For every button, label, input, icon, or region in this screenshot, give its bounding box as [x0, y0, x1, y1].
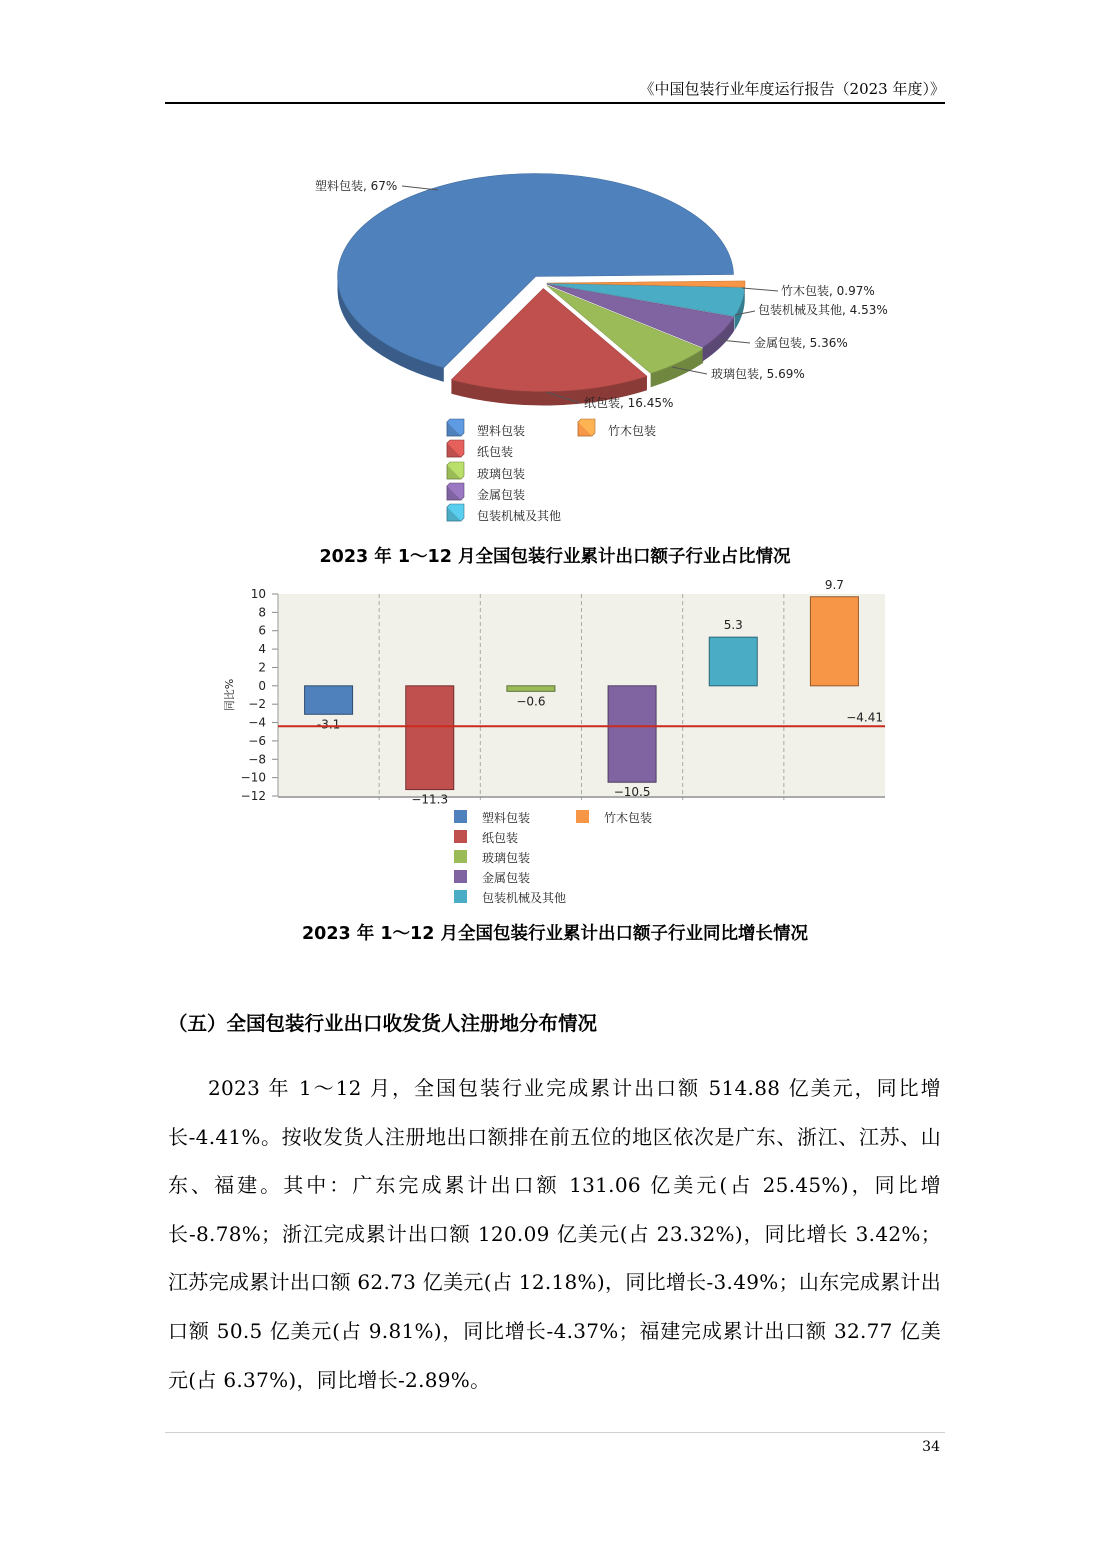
pie-legend-item	[447, 419, 525, 438]
bar-legend-item	[454, 870, 530, 885]
bar-legend-label: 竹木包装	[604, 811, 653, 825]
bar-3	[608, 686, 656, 782]
pie-data-label: 纸包装, 16.45%	[584, 396, 674, 410]
body-paragraph: 2023 年 1～12 月，全国包装行业完成累计出口额 514.88 亿美元，同比增长-4.41%。按收发货人注册地出口额排在前五位的地区依次是广东、浙江、江苏、山东、福建。其中：广东完成累计出口额 131.06 亿美元(占 25.45%)，同比增长-8.78%；浙江完成累计出口额 120.09 亿美元(占 23.32%)，同比增长 3.42%；江苏完成累计出口额 62.73 亿美元(占 12.18%)，同比增长-3.49%；山东完成累计出口额 50.5 亿美元(占 9.81%)，同比增长-4.37%；福建完成累计出口额 32.77 亿美元(占 6.37%)，同比增长-2.89%。	[168, 1076, 941, 1392]
pie-legend-label: 竹木包装	[608, 424, 657, 438]
bar-legend-item	[454, 830, 518, 845]
pie-legend-label: 塑料包装	[477, 424, 526, 438]
pie-data-label: 包装机械及其他, 4.53%	[758, 303, 888, 317]
pie-legend-item	[447, 462, 525, 481]
y-tick-label: −6	[248, 733, 266, 748]
section-heading: （五）全国包装行业出口收发货人注册地分布情况	[168, 1012, 598, 1035]
running-header-title: 《中国包装行业年度运行报告（2023 年度）》	[639, 80, 945, 98]
bar-legend-item	[454, 850, 530, 865]
bar-legend-label: 金属包装	[482, 871, 531, 885]
bar-chart-caption: 2023 年 1～12 月全国包装行业累计出口额子行业同比增长情况	[301, 924, 808, 944]
y-tick-label: 4	[258, 642, 266, 657]
y-tick-label: −12	[240, 789, 266, 803]
bar-value-label: −11.3	[411, 792, 449, 807]
bar-value-label: 5.3	[723, 618, 743, 633]
bar-legend-item	[454, 810, 530, 825]
pie-leader-line	[742, 288, 778, 291]
y-tick-label: 10	[250, 587, 266, 601]
page-number: 34	[922, 1439, 940, 1455]
y-tick-label: −8	[248, 752, 266, 767]
bar-legend-label: 塑料包装	[482, 811, 531, 825]
bar-5	[810, 597, 858, 686]
pie-data-label: 玻璃包装, 5.69%	[711, 367, 805, 381]
bar-4	[709, 637, 757, 686]
y-tick-label: −2	[248, 697, 266, 712]
y-tick-label: −10	[240, 770, 266, 785]
y-axis-label: 同比%	[223, 678, 236, 712]
y-tick-label: 2	[258, 660, 266, 675]
y-tick-label: 0	[258, 678, 266, 693]
bar-legend-label: 纸包装	[482, 831, 519, 845]
pie-legend-item	[447, 504, 561, 523]
pie-data-label: 竹木包装, 0.97%	[781, 284, 875, 298]
bar-legend-item	[576, 810, 652, 825]
pie-legend-label: 金属包装	[477, 488, 526, 502]
bar-value-label: -3.1	[316, 717, 341, 732]
pie-legend-item	[578, 419, 656, 438]
pie-data-label: 塑料包装, 67%	[315, 179, 398, 193]
bar-0	[305, 686, 353, 714]
bar-value-label: 9.7	[824, 577, 844, 592]
pie-chart	[0, 0, 1108, 540]
bar-chart	[0, 570, 1108, 915]
pie-leader-line	[402, 186, 438, 190]
y-tick-label: −4	[248, 715, 266, 730]
pie-legend-label: 纸包装	[477, 445, 514, 459]
pie-legend-item	[447, 440, 513, 459]
y-tick-label: 8	[258, 605, 266, 620]
pie-chart-caption: 2023 年 1～12 月全国包装行业累计出口额子行业占比情况	[319, 547, 791, 567]
pie-legend-label: 包装机械及其他	[477, 509, 562, 523]
y-tick-label: 6	[258, 623, 266, 638]
bar-1	[406, 686, 454, 790]
bar-value-label: −10.5	[613, 785, 651, 800]
bar-legend-label: 玻璃包装	[482, 851, 531, 865]
bar-value-label: −0.6	[516, 694, 546, 709]
pie-legend	[447, 419, 656, 523]
pie-legend-label: 玻璃包装	[477, 467, 526, 481]
footer-rule	[165, 1432, 945, 1433]
bar-legend-item	[454, 890, 566, 905]
bar-legend-label: 包装机械及其他	[482, 891, 567, 905]
reference-line-label: −4.41	[846, 710, 883, 725]
pie-data-label: 金属包装, 5.36%	[754, 336, 848, 350]
pie-legend-item	[447, 483, 525, 502]
bar-2	[507, 686, 555, 692]
bar-legend	[454, 810, 652, 905]
